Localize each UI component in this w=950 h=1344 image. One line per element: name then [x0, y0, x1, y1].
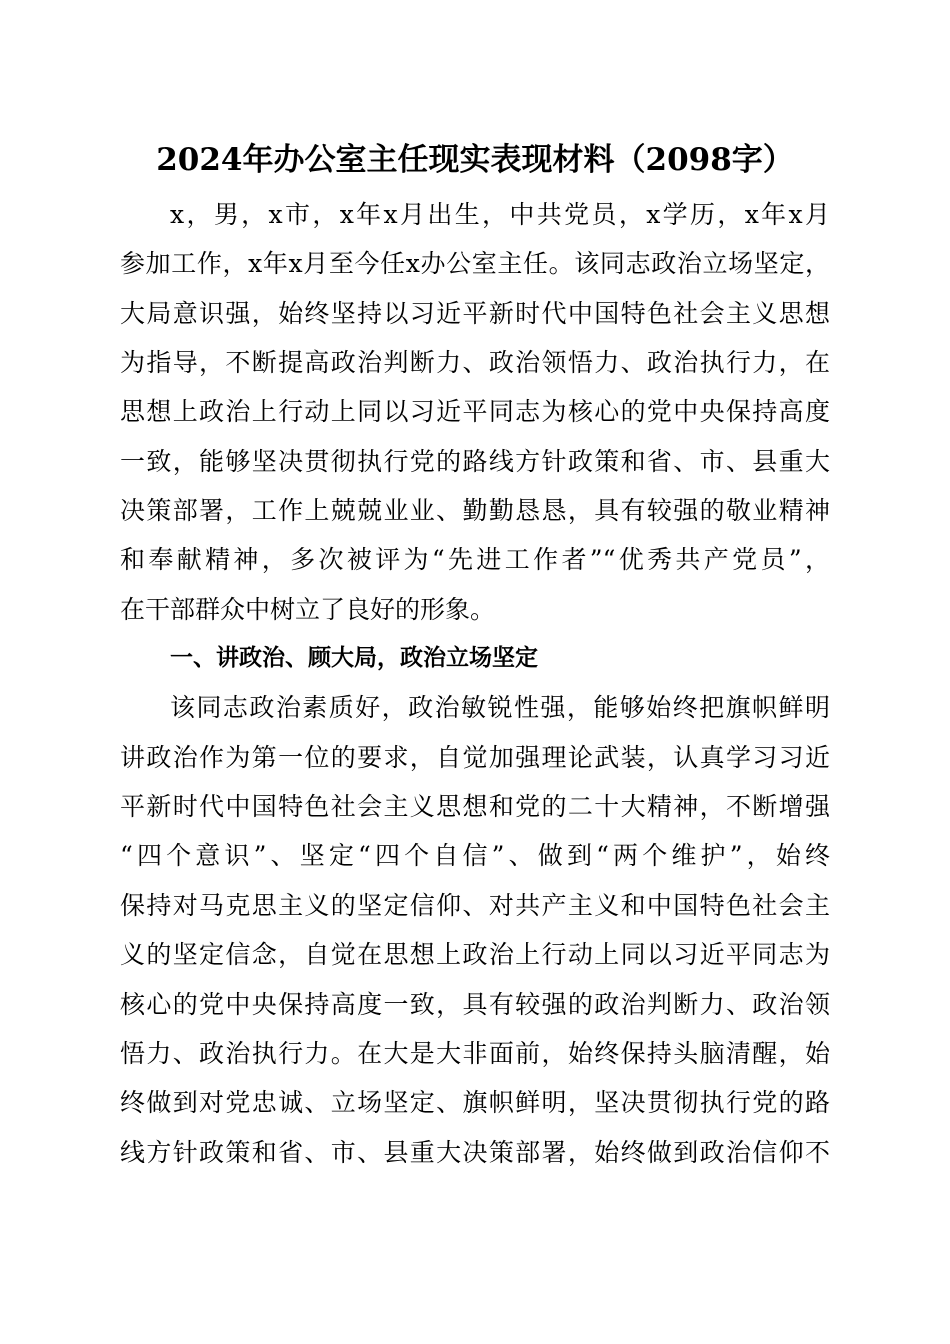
paragraph-line: 在干部群众中树立了良好的形象。: [120, 594, 496, 624]
intro-paragraph: [120, 190, 830, 634]
section-1-paragraph: [120, 683, 830, 1176]
paragraph-line: 悟力、政治执行力。在大是大非面前，始终保持头脑清醒，始: [120, 1038, 830, 1068]
paragraph-line: 保持对马克思主义的坚定信仰、对共产主义和中国特色社会主: [120, 890, 830, 920]
paragraph-line: x，男，x市，x年x月出生，中共党员，x学历，x年x月: [170, 200, 830, 229]
paragraph-line: 核心的党中央保持高度一致，具有较强的政治判断力、政治领: [120, 989, 830, 1019]
paragraph-line: 大局意识强，始终坚持以习近平新时代中国特色社会主义思想: [120, 298, 830, 328]
paragraph-line: 为指导，不断提高政治判断力、政治领悟力、政治执行力，在: [120, 348, 830, 378]
paragraph-line: 终做到对党忠诚、立场坚定、旗帜鲜明，坚决贯彻执行党的路: [120, 1088, 830, 1118]
paragraph-line: 一致，能够坚决贯彻执行党的路线方针政策和省、市、县重大: [120, 446, 830, 476]
paragraph-line: 平新时代中国特色社会主义思想和党的二十大精神，不断增强: [120, 792, 830, 822]
paragraph-line: 义的坚定信念，自觉在思想上政治上行动上同以习近平同志为: [120, 940, 830, 970]
paragraph-line: 讲政治作为第一位的要求，自觉加强理论武装，认真学习习近: [120, 742, 830, 772]
section-heading: 一、讲政治、顾大局，政治立场坚定: [170, 645, 538, 672]
paragraph-line: 参加工作，x年x月至今任x办公室主任。该同志政治立场坚定，: [120, 249, 830, 279]
paragraph-line: 和奉献精神，多次被评为“先进工作者”“优秀共产党员”，: [120, 545, 830, 575]
paragraph-line: 思想上政治上行动上同以习近平同志为核心的党中央保持高度: [120, 397, 830, 427]
paragraph-line: 该同志政治素质好，政治敏锐性强，能够始终把旗帜鲜明: [170, 693, 830, 723]
paragraph-line: 线方针政策和省、市、县重大决策部署，始终做到政治信仰不: [120, 1137, 830, 1167]
paragraph-line: 决策部署，工作上兢兢业业、勤勤恳恳，具有较强的敬业精神: [120, 496, 830, 526]
document-title: 2024年办公室主任现实表现材料（2098字）: [156, 142, 794, 178]
document-body: [120, 190, 830, 1177]
paragraph-line: “四个意识”、坚定“四个自信”、做到“两个维护”，始终: [120, 841, 830, 871]
